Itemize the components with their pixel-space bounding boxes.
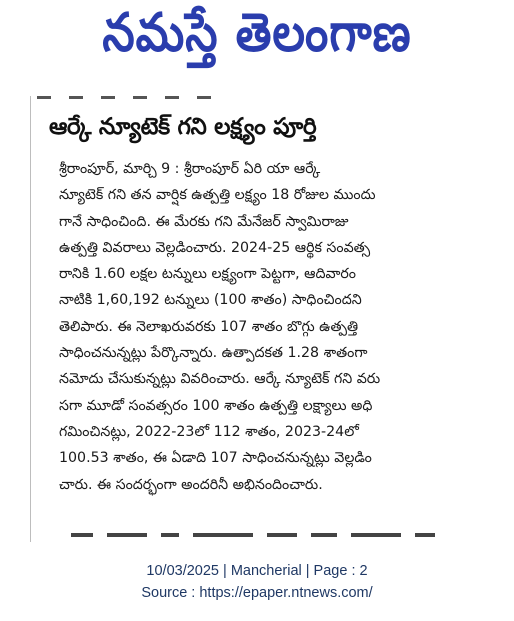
article-line: శ్రీరాంపూర్, మార్చి 9 : శ్రీరాంపూర్ ఏరి యా ఆర్కే <box>59 161 321 177</box>
masthead <box>0 0 514 78</box>
source-line: Source : https://epaper.ntnews.com/ <box>141 585 373 601</box>
article-line: 100.53 శాతం, ఈ ఏడాది 107 సాధించనున్నట్లు వెల్లడిం <box>59 450 372 467</box>
article-line: నాటికి 1,60,192 టన్నులు (100 శాతం) సాధించిందని <box>59 292 362 309</box>
article-line: న్యూటెక్ గని తన వార్షిక ఉత్పత్తి లక్ష్యం 18 రోజుల ముందు <box>59 187 376 204</box>
date-edition-page: 10/03/2025 | Mancherial | Page : 2 <box>146 563 368 579</box>
article-line: గానే సాధించింది. ఈ మేరకు గని మేనేజర్ స్వామిరాజు <box>59 213 349 230</box>
article-line: చారు. ఈ సందర్భంగా అందరినీ అభినందించారు. <box>59 476 323 493</box>
clipped-text-fragment-top <box>37 96 237 104</box>
news-clipping <box>30 96 493 542</box>
article-line: తెలిపారు. ఈ నెలాఖరువరకు 107 శాతం బొగ్గు ఉత్పత్తి <box>59 318 359 335</box>
article-line: గమించినట్లు, 2022-23లో 112 శాతం, 2023-24లో <box>59 423 359 440</box>
article-line: రానికి 1.60 లక్షల టన్నులు లక్ష్యంగా పెట్టగా, ఆదివారం <box>59 266 356 283</box>
article-line: సగా మూడో సంవత్సరం 100 శాతం ఉత్పత్తి లక్ష్యాలు అధి <box>59 397 373 414</box>
article-headline: ఆర్కే న్యూటెక్ గని లక్ష్యం పూర్తి <box>49 114 317 140</box>
newspaper-logo: నమస్తే తెలంగాణ <box>102 1 412 64</box>
clipped-text-fragment-bottom <box>71 533 451 542</box>
clipping-caption <box>0 560 514 604</box>
article-line: నమోదు చేసుకున్నట్లు వివరించారు. ఆర్కే న్యూటెక్ గని వరు <box>59 371 381 388</box>
article-line: సాధించనున్నట్లు పేర్కొన్నారు. ఉత్పాదకత 1.28 శాతంగా <box>59 345 368 362</box>
article-body <box>59 156 491 498</box>
article-line: ఉత్పత్తి వివరాలు వెల్లడించారు. 2024-25 ఆర్థిక సంవత్స <box>59 239 371 256</box>
